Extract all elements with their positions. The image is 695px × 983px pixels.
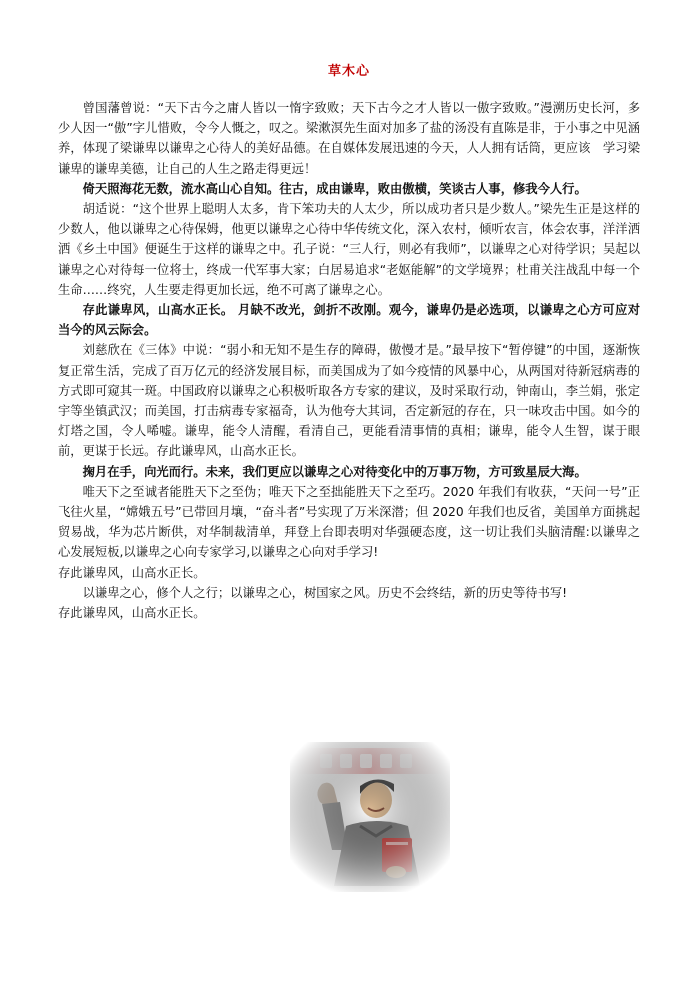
paragraph-7: 唯天下之至诚者能胜天下之至伪；唯天下之至拙能胜天下之至巧。2020 年我们有收获，“天问一号”正飞往火星，“嫦娥五号”已带回月壤，“奋斗者”号实现了万米深潜；但 2020 年我们也反省，美国单方面挑起贸易战，华为芯片断供，对华制裁清单，拜登上台即表明对华强硬态度，这一切让我们头脑清醒:以谦卑之心发展短板,以谦卑之心向专家学习,以谦卑之心向对手学习! — [58, 484, 640, 560]
essay-body — [58, 98, 640, 623]
paragraph-10: 存此谦卑风，山高水正长。 — [58, 606, 206, 621]
illustration-svg — [290, 742, 450, 892]
paragraph-6: 掬月在手，向光而行。未来，我们更应以谦卑之心对待变化中的万事万物，方可致星辰大海。 — [82, 464, 587, 479]
paragraph-2: 倚天照海花无数，流水高山心自知。往古，成由谦卑，败由傲横，笑谈古人事，修我今人行。 — [82, 181, 587, 196]
page-title: 草木心 — [327, 64, 370, 79]
paragraph-5: 刘慈欣在《三体》中说：“弱小和无知不是生存的障碍，傲慢才是。”最早按下“暂停键”的中国，逐渐恢复正常生活，完成了百万亿元的经济发展目标，而美国成为了如今疫情的风暴中心，从两国对待新冠病毒的方式即可窥其一斑。中国政府以谦卑之心积极听取各方专家的建议，及时采取行动，钟南山，李兰娟，张定宇等坐镇武汉；而美国，打击病毒专家福奇，认为他夸大其词，否定新冠的存在，只一味攻击中国。如今的灯塔之国，令人唏嘘。谦卑，能令人清醒，看清自己，更能看清事情的真相；谦卑，能令人生智，谋于眼前，更谋于长远。存此谦卑风，山高水正长。 — [58, 343, 640, 459]
worker-holding-red-book-illustration — [290, 742, 450, 892]
paragraph-8: 存此谦卑风，山高水正长。 — [58, 565, 206, 580]
paragraph-4: 存此谦卑风，山高水正长。 月缺不改光，剑折不改刚。观今，谦卑仍是必选项，以谦卑之心方可应对当今的风云际会。 — [58, 303, 640, 338]
paragraph-9: 以谦卑之心，修个人之行；以谦卑之心，树国家之风。历史不会终结，新的历史等待书写! — [82, 585, 568, 600]
paragraph-1: 曾国藩曾说：“天下古今之庸人皆以一惰字致败；天下古今之才人皆以一傲字致败。”漫溯历史长河，多少人因一“傲”字儿惜败，令今人慨之，叹之。梁漱溟先生面对加多了盐的汤没有直陈是非，于小事之中见涵养，体现了梁谦卑以谦卑之心待人的美好品德。在自媒体发展迅速的今天，人人拥有话筒，更应该 学习梁谦卑的谦卑美德，让自己的人生之路走得更远！ — [58, 101, 640, 176]
paragraph-3: 胡适说：“这个世界上聪明人太多，肯下笨功夫的人太少，所以成功者只是少数人。”梁先生正是这样的少数人，他以谦卑之心待保姆，他更以谦卑之心待中华传统文化，深入农村，倾听农言，体会农事，洋洋洒洒《乡土中国》便诞生于这样的谦卑之中。孔子说：“三人行，则必有我师”，以谦卑之心对待学识；吴起以谦卑之心对待每一位将士，终成一代军事大家；白居易追求“老妪能解”的文学境界；杜甫关注战乱中每一个生命……终究，人生要走得更加长远，绝不可离了谦卑之心。 — [58, 202, 640, 297]
